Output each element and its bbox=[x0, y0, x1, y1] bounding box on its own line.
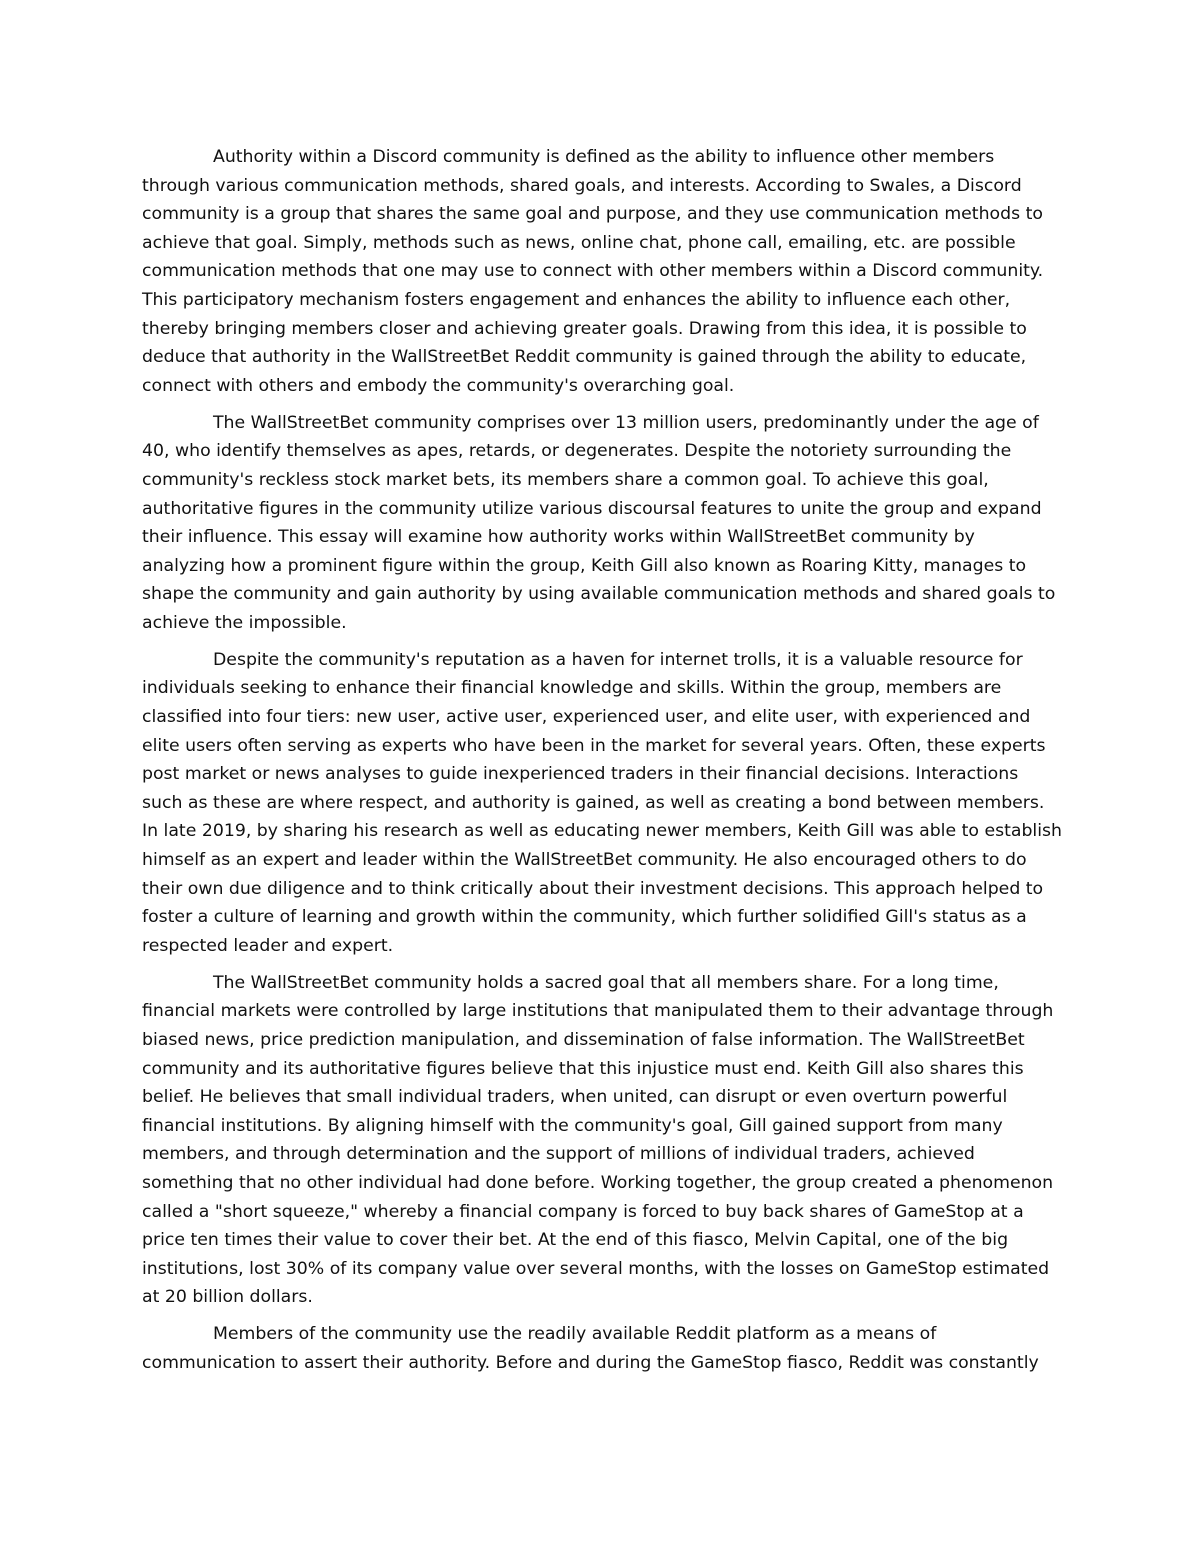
document-body bbox=[142, 143, 1062, 1386]
paragraph-2: The WallStreetBet community comprises over 13 million users, predominantly under the age of 40, who identify themselves as apes, retards, or degenerates. Despite the notoriety surrounding the community's reckless stock market bets, its members share a common goal. To achieve this goal, authoritative figures in the community utilize various discoursal features to unite the group and expand their influence. This essay will examine how authority works within WallStreetBet community by analyzing how a prominent figure within the group, Keith Gill also known as Roaring Kitty, manages to shape the community and gain authority by using available communication methods and shared goals to achieve the impossible. bbox=[142, 412, 1056, 633]
paragraph-3: Despite the community's reputation as a haven for internet trolls, it is a valuable resource for individuals seeking to enhance their financial knowledge and skills. Within the group, members are classified into four tiers: new user, active user, experienced user, and elite user, with experienced and elite users often serving as experts who have been in the market for several years. Often, these experts post market or news analyses to guide inexperienced traders in their financial decisions. Interactions such as these are where respect, and authority is gained, as well as creating a bond between members. In late 2019, by sharing his research as well as educating newer members, Keith Gill was able to establish himself as an expert and leader within the WallStreetBet community. He also encouraged others to do their own due diligence and to think critically about their investment decisions. This approach helped to foster a culture of learning and growth within the community, which further solidified Gill's status as a respected leader and expert. bbox=[142, 649, 1062, 956]
paragraph-1: Authority within a Discord community is defined as the ability to influence other members through various communication methods, shared goals, and interests. According to Swales, a Discord community is a group that shares the same goal and purpose, and they use communication methods to achieve that goal. Simply, methods such as news, online chat, phone call, emailing, etc. are possible communication methods that one may use to connect with other members within a Discord community. This participatory mechanism fosters engagement and enhances the ability to influence each other, thereby bringing members closer and achieving greater goals. Drawing from this idea, it is possible to deduce that authority in the WallStreetBet Reddit community is gained through the ability to educate, connect with others and embody the community's overarching goal. bbox=[142, 147, 1044, 396]
paragraph-4: The WallStreetBet community holds a sacred goal that all members share. For a long time, financial markets were controlled by large institutions that manipulated them to their advantage through biased news, price prediction manipulation, and dissemination of false information. The WallStreetBet community and its authoritative figures believe that this injustice must end. Keith Gill also shares this belief. He believes that small individual traders, when united, can disrupt or even overturn powerful financial institutions. By aligning himself with the community's goal, Gill gained support from many members, and through determination and the support of millions of individual traders, achieved something that no other individual had done before. Working together, the group created a phenomenon called a "short squeeze," whereby a financial company is forced to buy back shares of GameStop at a price ten times their value to cover their bet. At the end of this fiasco, Melvin Capital, one of the big institutions, lost 30% of its company value over several months, with the losses on GameStop estimated at 20 billion dollars. bbox=[142, 972, 1054, 1308]
paragraph-5: Members of the community use the readily available Reddit platform as a means of communication to assert their authority. Before and during the GameStop fiasco, Reddit was constantly bbox=[142, 1324, 1039, 1373]
